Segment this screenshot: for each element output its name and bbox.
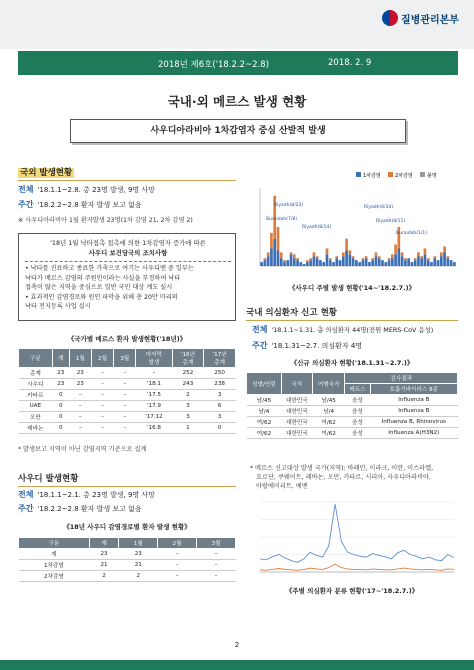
bar [306, 262, 309, 266]
table-cell: 0 [52, 390, 69, 401]
bar [398, 248, 401, 266]
chart-annotation: Buraidah(1/1) [396, 231, 428, 236]
bar [394, 245, 397, 255]
table-cell: 여/62 [312, 417, 344, 428]
bar [277, 227, 280, 250]
bar [326, 254, 329, 266]
bar [309, 258, 312, 260]
chart2-caption: 《주별 의심환자 분류 현황('17~'18.2.7.)》 [285, 587, 419, 595]
table-row [19, 560, 236, 571]
table-cell: UAE [19, 401, 53, 412]
bar [286, 260, 289, 266]
box-list [25, 264, 231, 312]
bar [290, 254, 293, 266]
table-cell: – [91, 390, 113, 401]
bar [424, 248, 427, 254]
chart1-caption: 《사우디 주별 발생 현황('14~'18.2.7.)》 [288, 284, 416, 292]
table-cell: Influenza A(H3N2) [370, 428, 457, 439]
bar [335, 256, 338, 258]
bar [267, 256, 270, 266]
table-cell: Influenza B [370, 406, 457, 417]
table-cell: 여/62 [247, 428, 282, 439]
bar [440, 256, 443, 266]
table-cell: Influenza B, Rhinovirus [370, 417, 457, 428]
bar [283, 262, 286, 266]
table-cell: 252 [172, 368, 204, 379]
bar [404, 260, 407, 266]
bar [404, 258, 407, 260]
bar [420, 256, 423, 258]
bar [329, 260, 332, 266]
table-cell: 3 [204, 412, 236, 423]
bar [352, 256, 355, 258]
bar [407, 258, 410, 266]
table-cell: – [158, 571, 197, 582]
saudi-measures-box [18, 233, 236, 321]
bar [391, 254, 394, 258]
route-table [18, 537, 236, 582]
table-cell: 여/62 [247, 417, 282, 428]
bar [384, 262, 387, 266]
table-cell: – [114, 368, 136, 379]
bar [345, 250, 348, 266]
table-cell: 남/45 [312, 395, 344, 406]
bar [443, 247, 446, 253]
issue-band [18, 51, 458, 75]
table-row [247, 406, 458, 417]
table-cell: 남/4 [247, 406, 282, 417]
bar [290, 252, 293, 254]
table-cell: Influenza B [370, 395, 457, 406]
bar [365, 256, 368, 258]
table-cell: 3 [204, 390, 236, 401]
table-cell: 2 [172, 390, 204, 401]
table-cell: 21 [89, 560, 119, 571]
table-row [19, 571, 236, 582]
table-cell: 음성 [345, 428, 370, 439]
bar [375, 252, 378, 256]
bar [394, 254, 397, 266]
list-item: 낙타가 메르스 감염의 주원인이라는 사실을 부정하여 낙타 [25, 274, 181, 282]
table-cell: 0 [52, 423, 69, 434]
bar [267, 252, 270, 256]
bar [296, 258, 299, 260]
bar [309, 260, 312, 266]
table-row [19, 412, 236, 423]
bar [277, 250, 280, 266]
page-number: 2 [234, 641, 240, 649]
table-cell: – [69, 401, 91, 412]
bar [362, 260, 365, 266]
bar [375, 256, 378, 266]
table-cell: 23 [52, 368, 69, 379]
bar [322, 262, 325, 266]
list-item: 낙타 전지등록 사업 실시 [25, 303, 91, 310]
table-cell: 여/62 [312, 428, 344, 439]
table-cell: 1차감염 [19, 560, 90, 571]
table-cell: 음성 [345, 395, 370, 406]
table-cell: – [197, 560, 236, 571]
bar [388, 258, 391, 260]
bar [349, 254, 352, 266]
bar [339, 260, 342, 266]
saudi-week: 주간 '18.2.2~2.8 환자 발생 보고 없음 [18, 504, 142, 513]
table-cell: – [69, 423, 91, 434]
bar [378, 258, 381, 266]
table-cell: 0 [52, 412, 69, 423]
table-header: 2월 [91, 349, 113, 368]
bar [329, 258, 332, 260]
bar [270, 248, 273, 266]
bar [391, 258, 394, 266]
table-header: 1월 [69, 349, 91, 368]
table-header: '16년 총계 [172, 349, 204, 368]
bar [378, 256, 381, 258]
table-cell: 23 [52, 379, 69, 390]
bar [362, 258, 365, 260]
bar [414, 258, 417, 260]
chart-annotation: Riyadh(8/23) [274, 203, 304, 208]
bar [319, 260, 322, 266]
bar [300, 262, 303, 266]
bar [264, 258, 267, 260]
table-cell: – [91, 412, 113, 423]
table-row [19, 549, 236, 560]
table-cell: '17.9 [136, 401, 172, 412]
bar [430, 262, 433, 266]
table-cell: – [114, 423, 136, 434]
bar [342, 252, 345, 256]
chart-annotation: Buraidah(7/8) [266, 217, 298, 222]
table-cell: 6 [204, 401, 236, 412]
table-row [247, 395, 458, 406]
table-cell: '18.1 [136, 379, 172, 390]
table-cell: – [158, 560, 197, 571]
section-domestic: 국내 의심환자 신고 현황 [246, 306, 458, 321]
table-cell: 250 [204, 368, 236, 379]
table-row [19, 368, 236, 379]
box-heading: '18년 1월 낙타접촉 접촉에 의한 1차감염자 증가에 따른 사우디 보건당국의 조치사항 [25, 238, 231, 262]
overseas-total: 전체 '18.1.1~2.8. 총 23명 발생, 9명 사망 [18, 185, 155, 194]
kcdc-logo [382, 10, 459, 26]
bar [447, 256, 450, 258]
table-cell: 23 [89, 549, 119, 560]
list-item: • 효과적인 감염경로와 원인 파악을 위해 총 20만 마리의 [25, 293, 178, 301]
table-cell: – [91, 368, 113, 379]
series-line [260, 504, 454, 562]
domestic-week: 주간 '18.1.31~2.7. 의심환자 4명 [252, 341, 363, 350]
bar [427, 258, 430, 260]
bar [355, 260, 358, 266]
section-overseas: 국외 발생현황 [18, 166, 236, 181]
table-row [247, 428, 458, 439]
table-cell: '16.8 [136, 423, 172, 434]
table-cell: – [114, 379, 136, 390]
list-item: • 낙타를 진료하고 종료한 가축으로 여기는 사우디엔 중 일부는 [25, 265, 194, 272]
legend-swatch [420, 172, 425, 177]
bar [349, 250, 352, 254]
table-cell: – [91, 423, 113, 434]
bar [414, 260, 417, 266]
table-header: 계 [89, 538, 119, 549]
bar [293, 258, 296, 266]
bar [450, 260, 453, 266]
bar [332, 262, 335, 266]
table3-note1: * 메르스 신고대상 발생 국가(지역): 바레인, 이라크, 이란, 이스라엘, [250, 465, 434, 472]
bar [371, 260, 374, 266]
bar [447, 258, 450, 266]
table-cell: 2차감염 [19, 571, 90, 582]
bar [453, 262, 456, 266]
table-cell: – [114, 401, 136, 412]
overseas-week: 주간 '18.2.2~2.8 환자 발생 보고 없음 [18, 200, 142, 209]
table-cell: 남/4 [312, 406, 344, 417]
table-cell: – [114, 390, 136, 401]
bar [401, 256, 404, 266]
table-cell: 대한민국 [281, 417, 312, 428]
table-cell: 0 [52, 401, 69, 412]
table-cell: 2 [119, 571, 158, 582]
table-cell: – [197, 571, 236, 582]
table-cell: 대한민국 [281, 406, 312, 417]
bar [313, 256, 316, 266]
table-cell: 1 [172, 423, 204, 434]
chart-annotation: Riyadh(8/14) [302, 225, 332, 230]
table-cell: 21 [119, 560, 158, 571]
saudi-weekly-chart [246, 168, 458, 276]
table-cell: 사우디 [19, 379, 53, 390]
table-cell: 23 [69, 379, 91, 390]
bar [433, 258, 436, 266]
table2-caption: 《18년 사우디 감염경로별 환자 발생 현황》 [63, 523, 191, 531]
table-cell: 3 [172, 401, 204, 412]
suspect-weekly-chart [246, 494, 458, 580]
table-row [19, 390, 236, 401]
table-row [19, 379, 236, 390]
bar [352, 258, 355, 266]
table-cell: – [91, 379, 113, 390]
issue-number: 2018년 제6호('18.2.2~2.8) [158, 60, 270, 70]
table-header: 구분 [19, 538, 90, 549]
series-line [260, 564, 454, 570]
table-cell: 대한민국 [281, 395, 312, 406]
table-cell: 음성 [345, 406, 370, 417]
bar [264, 260, 267, 266]
table-cell: '17.5 [136, 390, 172, 401]
table-cell: 238 [204, 379, 236, 390]
page-title: 국내·외 메르스 발생 현황 [167, 94, 307, 109]
taegeuk-logo-icon [382, 10, 398, 26]
table-cell: 243 [172, 379, 204, 390]
table-row [19, 423, 236, 434]
saudi-note: ※ 사우디아라비아 1월 환자발생 23명(1차 감염 21, 2차 감염 2) [18, 217, 193, 224]
bar [417, 252, 420, 256]
table-header: 1월 [119, 538, 158, 549]
bar [313, 252, 316, 256]
table-cell: 카타르 [19, 390, 53, 401]
bar [427, 260, 430, 266]
table3-note3: 아랍에미리트, 예멘 [256, 483, 308, 490]
legend-swatch [388, 172, 393, 177]
chart-annotation: Riyadh(8/11) [376, 219, 406, 224]
table-cell: 2 [89, 571, 119, 582]
legend-label: 2차감염 [395, 173, 413, 179]
table-cell: – [158, 549, 197, 560]
bar [335, 258, 338, 266]
table-cell: 총계 [19, 368, 53, 379]
bar [306, 260, 309, 262]
bar [368, 262, 371, 266]
table-cell: 3 [172, 412, 204, 423]
bar [424, 254, 427, 266]
country-table [18, 348, 236, 434]
table-cell: 23 [119, 549, 158, 560]
legend-label: 1차감염 [363, 173, 381, 179]
table-cell: – [91, 401, 113, 412]
table-cell: 레바논 [19, 423, 53, 434]
footer-band [0, 660, 474, 670]
table-cell: – [197, 549, 236, 560]
bar [342, 256, 345, 266]
bar [371, 258, 374, 260]
bar [437, 260, 440, 266]
chart-annotation: Riyadh(6/34) [364, 205, 394, 210]
issue-date: 2018. 2. 9 [328, 58, 372, 68]
table-header: 마지막 발생 [136, 349, 172, 368]
list-item: 접촉이 많은 지역을 중심으로 일반 국민 대상 계도 실시 [25, 284, 173, 291]
bar [296, 260, 299, 266]
page-subtitle: 사우디아라비아 1차감염자 중심 산발적 발생 [70, 119, 406, 143]
bar [417, 256, 420, 266]
table-header: 2월 [158, 538, 197, 549]
domestic-total: 전체 '18.1.1~1.31. 총 의심환자 44명(전원 MERS-CoV 음성) [252, 325, 434, 334]
bar [433, 256, 436, 258]
table-header: 3월 [197, 538, 236, 549]
table-cell: 대한민국 [281, 428, 312, 439]
table1-caption: 《국가별 메르스 환자 발생현황('18년)》 [67, 335, 187, 343]
table-header: 구분 [19, 349, 53, 368]
table-header: '17년 총계 [204, 349, 236, 368]
bar [365, 258, 368, 266]
bar [270, 233, 273, 249]
bar [411, 262, 414, 266]
table-row [247, 417, 458, 428]
bar [280, 258, 283, 266]
table-cell: 남/45 [247, 395, 282, 406]
bar [260, 262, 263, 266]
logo-text: 질병관리본부 [401, 14, 459, 26]
bar [303, 264, 306, 266]
section-saudi: 사우디 발생현황 [18, 472, 236, 487]
table1-note: * 발생보고 지역이 아닌 감염지역 기준으로 집계 [18, 446, 147, 453]
bar [388, 260, 391, 266]
bar [345, 239, 348, 251]
bar [358, 262, 361, 266]
table-cell: '17.12 [136, 412, 172, 423]
table-header: 계 [52, 349, 69, 368]
bar [420, 258, 423, 266]
bar [443, 252, 446, 266]
table-cell: 23 [69, 368, 91, 379]
table-cell: – [136, 368, 172, 379]
bar [280, 252, 283, 258]
suspect-table: 성별/연령 국적 여행국가 검사결과 메르스 호흡기바이러스 8종 남/45 대한민국 남/45 음성 Influenza B 남/4 대한민국 남/4 음성 Influenza B 여/62 대한민국 여/62 음성 Influenza B, Rhinovirus 여/62 대한민국 여/62 음성 Influenza A(H3N2) [246, 372, 458, 439]
table3-caption: 《신규 의심환자 현황('18.1.31~2.7.)》 [290, 359, 414, 367]
saudi-total: 전체 '18.1.1~2.1. 총 23명 발생, 9명 사망 [18, 490, 155, 499]
bar [283, 260, 286, 262]
table-cell: – [69, 390, 91, 401]
bar [293, 254, 296, 258]
bar [316, 258, 319, 266]
legend-label: 불명 [427, 173, 437, 179]
bar [316, 256, 319, 258]
bar [273, 239, 276, 266]
bar [381, 260, 384, 266]
table3-note2: 요르단, 쿠웨이트, 레바논, 오만, 카타르, 시리아, 사우디아라비아, [256, 474, 431, 481]
bar [401, 252, 404, 256]
table-cell: – [69, 412, 91, 423]
table-cell: – [114, 412, 136, 423]
table-header: 3월 [114, 349, 136, 368]
legend-swatch [356, 172, 361, 177]
bar [440, 252, 443, 256]
bar [326, 248, 329, 254]
table-row [19, 401, 236, 412]
table-cell: 오만 [19, 412, 53, 423]
table-cell: 0 [204, 423, 236, 434]
table-cell: 계 [19, 549, 90, 560]
table-cell: 음성 [345, 417, 370, 428]
